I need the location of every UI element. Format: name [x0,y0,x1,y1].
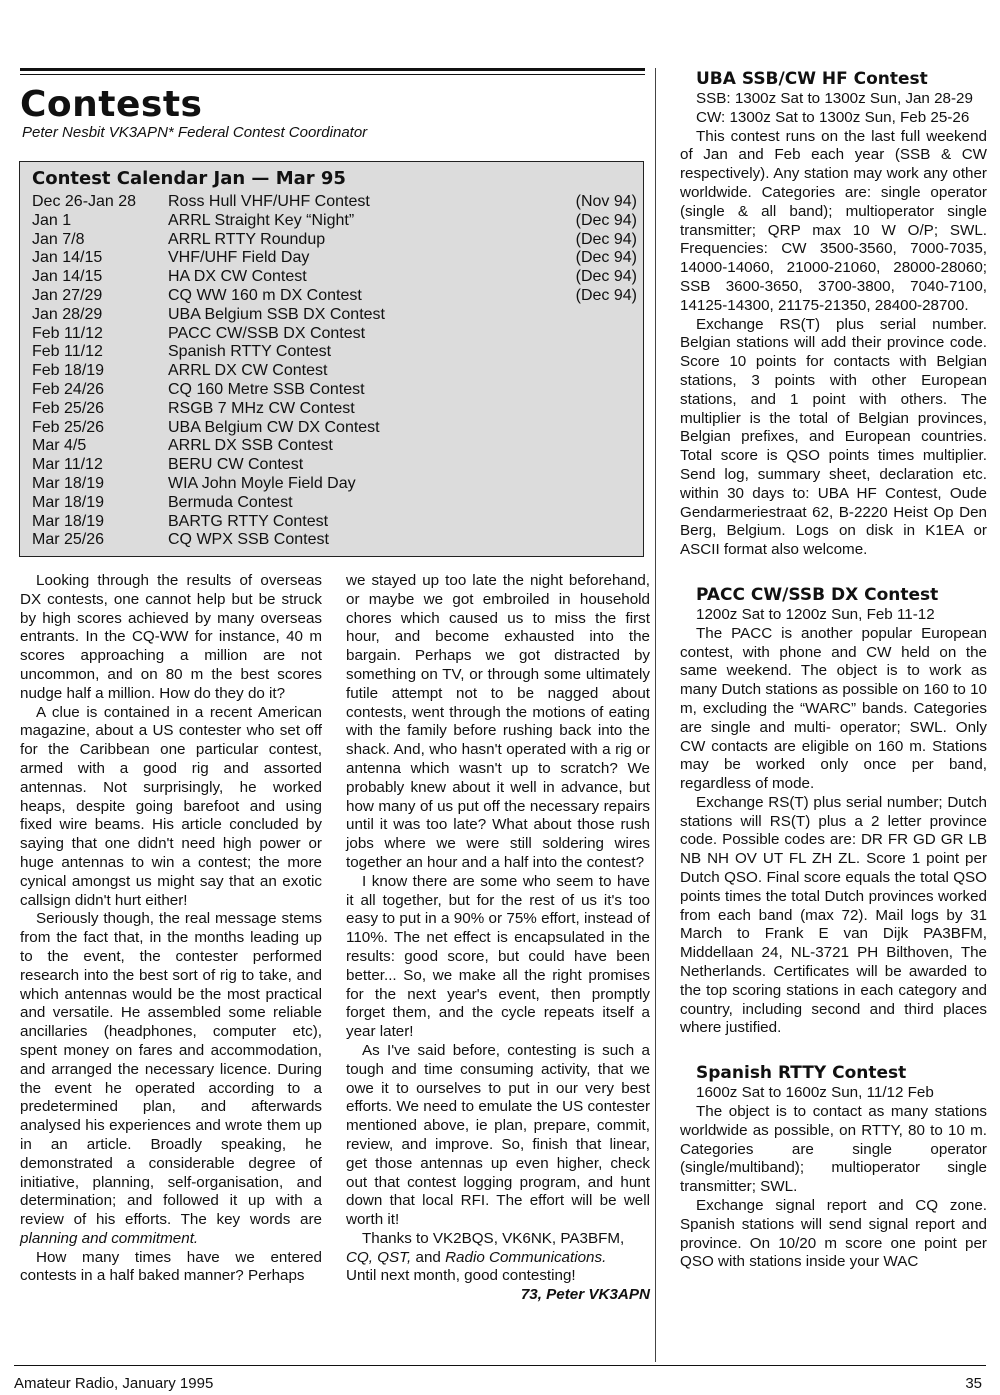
calendar-name: ARRL DX SSB Contest [168,437,333,455]
paragraph: As I've said before, contesting is such a tough and time consuming activity, that we owe it to ourselves to put in our very best efforts. We need to emulate the US contester mentioned above, ie plan, prepare, commit, review, and improve. So, finish that linear, get those antennas up even higher, check out that contest logging program, and hunt down that local RFI. The effort will be well worth it! [346,1041,650,1229]
calendar-name: VHF/UHF Field Day [168,249,310,267]
schedule: CW: 1300z Sat to 1300z Sun, Feb 25-26 [696,108,970,126]
calendar-name: WIA John Moyle Field Day [168,474,356,492]
calendar-date: Jan 28/29 [32,305,103,323]
calendar-row [32,212,637,231]
section-heading-spanish: Spanish RTTY Contest [696,1063,907,1084]
paragraph: The PACC is another popular European contest, with phone and CW held on the same weekend. The object is to work as many Dutch stations as possible on 160 to 10 m, excluding the “WARC” bands. Categories are single and multi- operator; SWL. Only CW contacts are eligible on 160 m. Stations may be worked only once per band, regardless of mode. [680,624,987,793]
calendar-date: Feb 24/26 [32,380,105,398]
calendar-date: Feb 11/12 [32,324,103,342]
column-2 [346,572,650,1305]
paragraph: Seriously though, the real message stems from the fact that, in the months leading up to the event, the contester performed research into the best sort of rig to take, and which antennas would be the most practical and versatile. He assembled some reliable ancillaries (headphones, computer etc), spent money on fares and accommodation, and arranged the necessary licence. During the event he operated according to a predetermined plan, and afterwards analysed his experiences and wrote them up in an article. Broadly speaking, he demonstrated a considerable degree of initiative, planning, self-organisation, and determination; and followed it up with a review of his efforts. The key words are planning and commitment. [20,910,322,1247]
calendar-date: Mar 4/5 [32,437,87,455]
schedule: 1200z Sat to 1200z Sun, Feb 11-12 [696,605,935,623]
calendar-date: Mar 18/19 [32,493,105,511]
top-rule-thick [20,68,645,71]
calendar-name: UBA Belgium SSB DX Contest [168,305,385,323]
calendar-date: Feb 25/26 [32,418,105,436]
calendar-name: CQ 160 Metre SSB Contest [168,380,365,398]
column-3 [680,68,987,1272]
calendar-month: (Dec 94) [575,249,637,267]
paragraph: Exchange RS(T) plus serial number. Belgian stations will add their province code. Score 10 points for contacts with Belgian stations, 3 points with other European stations, and 1 point with others. The multiplier is the total of Belgian provinces, Belgian prefixes, and European countries. Total score is QSO points times multiplier. Send log, summary sheet, declaration etc. within 30 days to: UBA HF Contest, Oude Gendarmeriestraat 62, B-2220 Heist Op Den Berg, Belgium. Logs on disk in K1EA or ASCII format also welcome. [680,315,987,559]
calendar-month: (Dec 94) [575,211,637,229]
paragraph: How many times have we entered contests in a half baked manner? Perhaps [20,1248,322,1285]
calendar-name: UBA Belgium CW DX Contest [168,418,380,436]
schedule: 1600z Sat to 1600z Sun, 11/12 Feb [696,1084,934,1102]
calendar-row [32,231,637,250]
calendar-name: Ross Hull VHF/UHF Contest [168,193,370,210]
calendar-date: Jan 7/8 [32,230,85,248]
calendar-name: ARRL Straight Key “Night” [168,211,355,229]
calendar-name: ARRL RTTY Roundup [168,230,326,248]
calendar-row [32,419,637,438]
calendar-row [32,381,637,400]
calendar-date: Jan 14/15 [32,268,103,286]
paragraph: This contest runs on the last full weekend of Jan and Feb each year (SSB & CW respectively). Any station may work any other worldwide. Categories are: single operator (single & all band); multioperator single transmitter; QRP max 10 W O/P; SWL. Frequencies: CW 3500-3560, 7000-7035, 14000-14060, 21000-21060, 28000-28060; SSB 3600-3650, 3700-3800, 7040-7100, 14125-14300, 21175-21350, 28400-28700. [680,127,987,314]
calendar-row [32,531,637,550]
calendar-name: CQ WPX SSB Contest [168,531,329,549]
calendar-name: Bermuda Contest [168,493,293,511]
footer-publication: Amateur Radio, January 1995 [14,1375,214,1392]
calendar-row [32,513,637,532]
footer-page-number: 35 [965,1375,982,1392]
calendar-row [32,325,637,344]
paragraph: Thanks to VK2BQS, VK6NK, PA3BFM, CQ, QST, and Radio Communications. Until next month, good contesting! [346,1229,625,1285]
paragraph: Exchange signal report and CQ zone. Spanish stations will send signal report and province. On 10/20 m score one point per QSO with stations inside your WAC [680,1197,987,1271]
calendar-name: RSGB 7 MHz CW Contest [168,399,355,417]
calendar-row [32,193,637,212]
calendar-row [32,249,637,268]
calendar-month: (Nov 94) [575,193,637,210]
column-divider [655,68,656,1362]
calendar-date: Jan 1 [32,211,72,229]
calendar-name: PACC CW/SSB DX Contest [168,324,366,342]
calendar-month: (Dec 94) [575,230,637,248]
calendar-row [32,343,637,362]
section-heading-uba: UBA SSB/CW HF Contest [696,69,928,89]
calendar-name: BARTG RTTY Contest [168,512,329,530]
schedule: SSB: 1300z Sat to 1300z Sun, Jan 28-29 [696,90,973,107]
calendar-date: Dec 26-Jan 28 [32,193,137,210]
calendar-row [32,287,637,306]
calendar-row [32,475,637,494]
calendar-row [32,362,637,381]
contest-calendar [19,161,644,557]
calendar-row [32,456,637,475]
calendar-name: Spanish RTTY Contest [168,343,332,361]
paragraph: A clue is contained in a recent American magazine, about a US contester who set off for the Caribbean one particular contest, armed with a good rig and assorted antennas. Not surprisingly, he worked heaps, despite going barefoot and using fixed wire beams. His article concluded by saying that one didn't need high power or huge antennas to win a contest; the more cynical amongst us might say that an exotic callsign didn't hurt either! [20,703,322,909]
calendar-month: (Dec 94) [575,286,637,304]
calendar-date: Feb 25/26 [32,399,105,417]
paragraph: I know there are some who seem to have it all together, but for the rest of us it's too easy to put in a 90% or 75% effort, instead of 110%. The net effect is encapsulated in the results: good score, but could have been better... So, we make all the right promises for the next year's event, then promptly forget them, and the cycle repeats itself a year later! [346,872,650,1041]
signature: 73, Peter VK3APN [520,1286,650,1304]
calendar-date: Mar 25/26 [32,531,105,549]
calendar-row [32,494,637,513]
calendar-name: HA DX CW Contest [168,268,307,286]
paragraph: Looking through the results of overseas DX contests, one cannot help but be struck by high scores achieved by many overseas entrants. In the CQ-WW for instance, 40 m scores approaching a million are not uncommon, and on 80 m the best scores nudge half a million. How do they do it? [20,572,322,702]
top-rule-thin [20,74,645,75]
calendar-date: Mar 18/19 [32,474,105,492]
calendar-date: Mar 18/19 [32,512,105,530]
calendar-rows [32,193,637,550]
calendar-name: ARRL DX CW Contest [168,362,328,380]
paragraph: The object is to contact as many stations worldwide as possible, on RTTY, 80 to 10 m. Categories are single operator (single/multiband); multioperator single transmitter; SWL. [680,1103,987,1196]
section-heading-pacc: PACC CW/SSB DX Contest [696,584,939,605]
calendar-row [32,437,637,456]
calendar-row [32,268,637,287]
emphasis: planning and commitment. [20,1229,199,1247]
paragraph: Exchange RS(T) plus serial number; Dutch stations will RS(T) plus a 2 letter province code. Possible codes are: DR FR GD GR LB NB NH OV UT FL ZH ZL. Score 1 point per Dutch QSO. Final score equals the total QSO points times the total Dutch provinces worked from each band (max 72). Mail logs by 31 March to Frank E van Dijk PA3BFM, Middellaan 24, NL-3721 PH Bilthoven, The Netherlands. Certificates will be awarded to the top scoring stations in each category and country, including second and third places where justified. [680,793,987,1037]
calendar-date: Jan 14/15 [32,249,103,267]
calendar-name: CQ WW 160 m DX Contest [168,286,362,304]
calendar-name: BERU CW Contest [168,456,304,474]
calendar-row [32,306,637,325]
footer-rule [14,1365,986,1366]
calendar-date: Feb 18/19 [32,362,105,380]
column-1 [20,572,322,1286]
calendar-row [32,400,637,419]
paragraph: we stayed up too late the night beforehand, or maybe we got embroiled in household chores which caused us to miss the first hour, and become exhausted into the bargain. Perhaps we got distracted by something on TV, or through some ultimately futile attempt not to be nagged about contests, went through the motions of eating with the family before rushing back into the shack. And, who hasn't operated with a rig or antenna which wasn't up to scratch? We probably knew about it well in advance, but how many of us put off the necessary repairs until it was too late? What about those rush jobs where we were still soldering wires together an hour and a half into the contest? [346,572,650,871]
calendar-title: Contest Calendar Jan — Mar 95 [32,168,346,189]
calendar-date: Mar 11/12 [32,456,103,474]
calendar-month: (Dec 94) [575,268,637,286]
calendar-date: Jan 27/29 [32,286,103,304]
calendar-date: Feb 11/12 [32,343,103,361]
byline: Peter Nesbit VK3APN* Federal Contest Coordinator [22,124,368,141]
page-title: Contests [20,84,203,125]
